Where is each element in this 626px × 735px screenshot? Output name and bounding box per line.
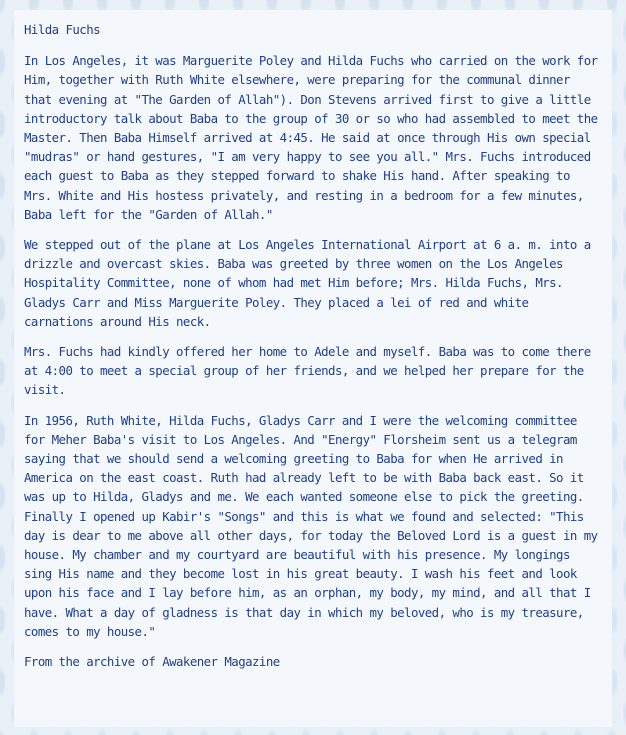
- paragraph-welcoming-committee: In 1956, Ruth White, Hilda Fuchs, Gladys Carr and I were the welcoming committee for Meher Baba's visit to Los Angeles. And "Energy" Florsheim sent us a telegram saying that we should send a welcoming greeting to Baba for when He arrived in America on the east coast. Ruth had already left to be with Baba back east. So it was up to Hilda, Gladys and me. We each wanted someone else to pick the greeting. Finally I opened up Kabir's "Songs" and this is what we found and selected: "This day is dear to me above all other days, for today the Beloved Lord is a guest in my house. My chamber and my courtyard are beautiful with his presence. My longings sing His name and they become lost in his great beauty. I wash his feet and look upon his face and I lay before him, as an orphan, my body, my mind, and all that I have. What a day of gladness is that day in which my beloved, who is my treasure, comes to my house.": [24, 412, 598, 639]
- paragraph-airport-arrival: We stepped out of the plane at Los Angeles International Airport at 6 a. m. into a drizzle and overcast skies. Baba was greeted by three women on the Los Angeles Hospitality Committee, none of whom had met Him before; Mrs. Hilda Fuchs, Mrs. Gladys Carr and Miss Marguerite Poley. They placed a lei of red and white carnations around His neck.: [24, 237, 591, 329]
- archive-credit: From the archive of Awakener Magazine: [24, 654, 280, 670]
- paragraph-garden-of-allah: In Los Angeles, it was Marguerite Poley and Hilda Fuchs who carried on the work for Him, together with Ruth White elsewhere, were preparing for the communal dinner that evening at "The Garden of Allah"). Don Stevens arrived first to give a little introductory talk about Baba to the group of 30 or so who had assembled to meet the Master. Then Baba Himself arrived at 4:45. He said at once through His own special "mudras" or hand gestures, "I am very happy to see you all." Mrs. Fuchs introduced each guest to Baba as they stepped forward to shake His hand. After speaking to Mrs. White and His hostess privately, and resting in a bedroom for a few minutes, Baba left for the "Garden of Allah.": [24, 53, 598, 222]
- paragraph-fuchs-home: Mrs. Fuchs had kindly offered her home to Adele and myself. Baba was to come there at 4:00 to meet a special group of her friends, and we helped her prepare for the visit.: [24, 344, 591, 398]
- document-page: [14, 10, 612, 727]
- document-content: [24, 20, 604, 671]
- author-name: Hilda Fuchs: [24, 22, 101, 37]
